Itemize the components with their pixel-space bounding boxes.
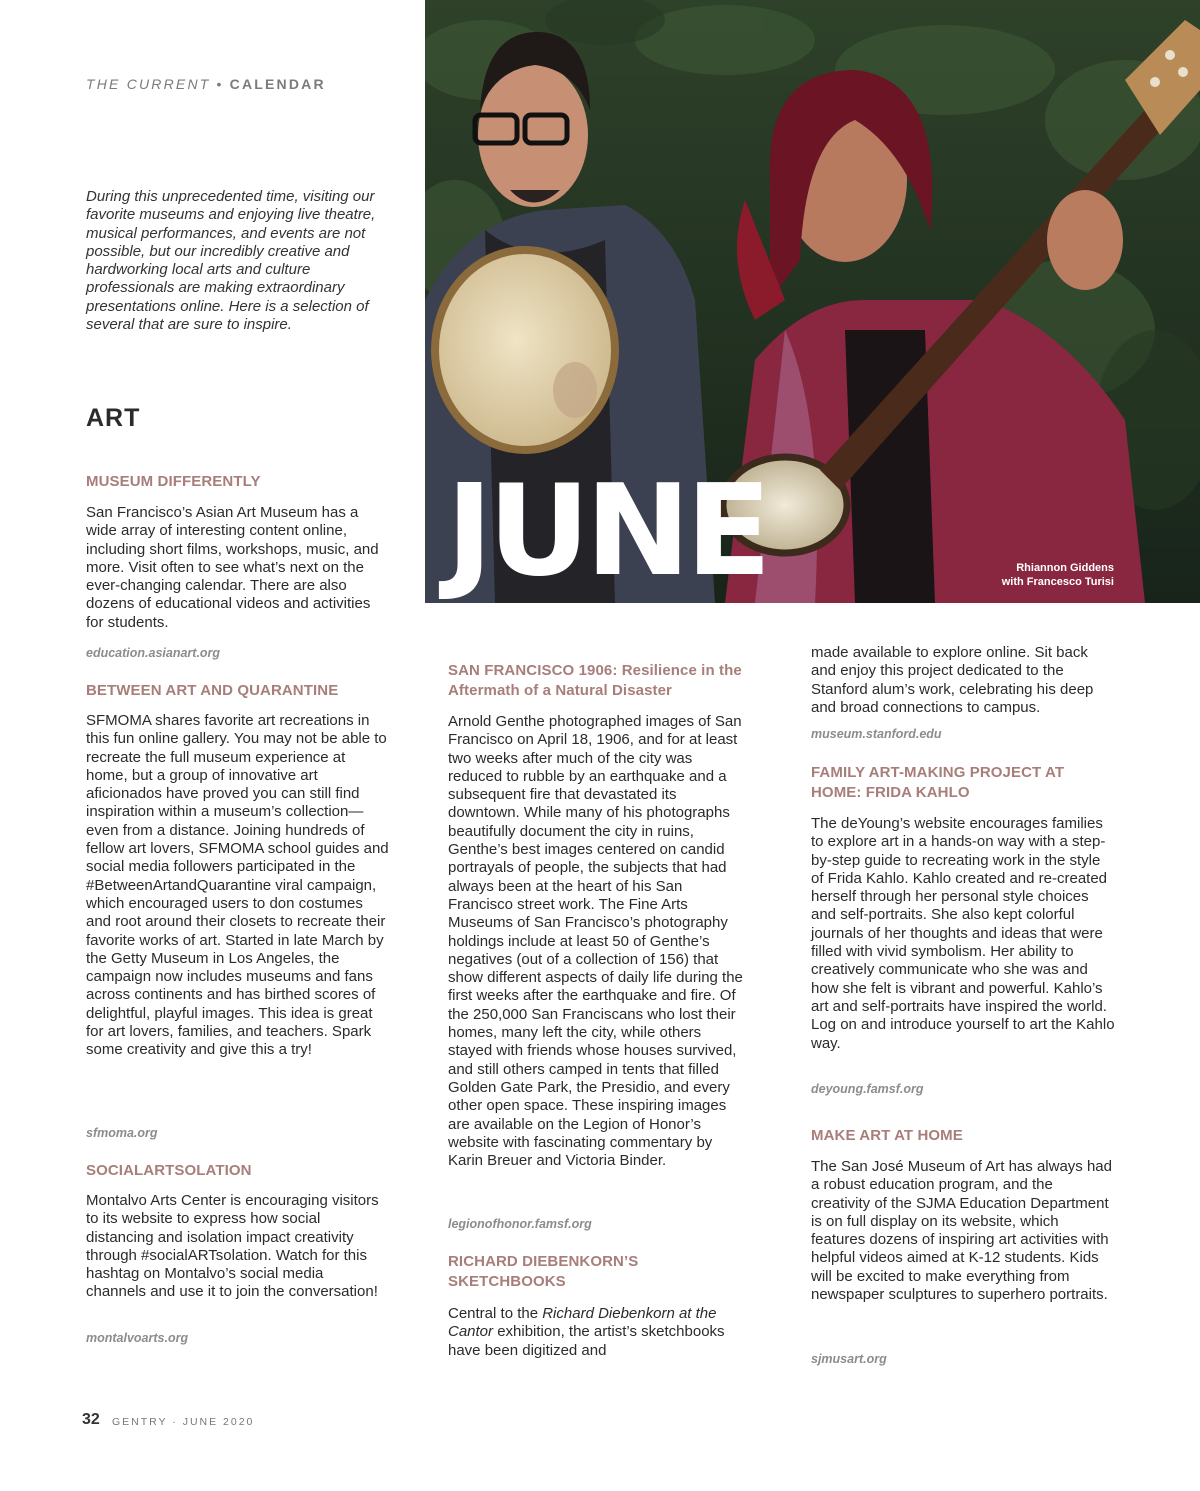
footer-publication: GENTRY · JUNE 2020	[112, 1416, 255, 1428]
article-body-diebenkorn-continued: made available to explore online. Sit back and enjoy this project dedicated to the Stanford alum’s work, celebrating his deep and broad connections to campus.	[811, 644, 1094, 716]
article-link-socialartsolation[interactable]: montalvoarts.org	[86, 1331, 189, 1345]
article-link-frida[interactable]: deyoung.famsf.org	[811, 1082, 924, 1096]
article-title-sf1906	[448, 661, 758, 701]
article-link-make-art[interactable]: sjmusart.org	[811, 1352, 887, 1366]
intro-paragraph: During this unprecedented time, visiting our favorite museums and enjoying live theatre, musical performances, and events are not possible, but our incredibly creative and hardworking local arts and culture professionals are making extraordinary presentations online. Here is a selection of several that are sure to inspire.	[86, 188, 376, 334]
article-body-between-art: SFMOMA shares favorite art recreations in this fun online gallery. You may not be able to recreate the full museum experience at home, but a group of innovative art aficionados have proved you can still find inspiration within a museum’s collection—even from a distance. Joining hundreds of fellow art lovers, SFMOMA school guides and social media followers participated in the #BetweenArtandQuarantine viral campaign, which encouraged users to don costumes and root around their closets to recreate their favorite works of art. Started in late March by the Getty Museum in Los Angeles, the campaign now includes museums and fans across continents and has birthed scores of delightful, playful images. This idea is great for art lovers, families, and teachers. Spark some creativity and give this a try!	[86, 712, 389, 1059]
kicker-separator: •	[216, 76, 224, 92]
article-title-diebenkorn-line2: SKETCHBOOKS	[448, 1273, 566, 1290]
article-body-make-art: The San José Museum of Art has always had a robust education program, and the creativity of the SJMA Education Department is on full display on its website, which features dozens of inspiring art activities with helpful videos aimed at K-12 students. Kids will be excited to make everything from newspaper sculptures to superhero portraits.	[811, 1158, 1112, 1304]
article-link-between-art[interactable]: sfmoma.org	[86, 1126, 158, 1140]
photo-caption-line1: Rhiannon Giddens	[1016, 562, 1114, 574]
section-name: CALENDAR	[229, 76, 326, 92]
page-number: 32	[82, 1411, 100, 1428]
article-title-frida-line2: HOME: FRIDA KAHLO	[811, 784, 970, 801]
article-body-diebenkorn	[448, 1305, 730, 1360]
hero-month-title: JUNE	[446, 457, 767, 604]
article-title-frida	[811, 763, 1111, 803]
article-body-museum-differently: San Francisco’s Asian Art Museum has a wide array of interesting content online, including short films, workshops, music, and more. Visit often to see what’s next on the ever-changing calendar. There are also dozens of educational videos and activities for students.	[86, 504, 379, 631]
photo-caption-line2: with Francesco Turisi	[1001, 576, 1114, 588]
article-link-diebenkorn[interactable]: museum.stanford.edu	[811, 727, 942, 741]
article-link-museum-differently[interactable]: education.asianart.org	[86, 646, 221, 660]
article-body-diebenkorn-end: exhibition, the artist’s sketchbooks have been digitized and	[448, 1323, 725, 1359]
publication-section: THE CURRENT	[86, 76, 211, 92]
article-body-socialartsolation: Montalvo Arts Center is encouraging visitors to its website to express how social distancing and isolation impact creativity through #socialARTsolation. Watch for this hashtag on Montalvo’s social media channels and use it to join the conversation!	[86, 1192, 379, 1301]
photo-caption	[1002, 561, 1114, 589]
article-title-museum-differently: MUSEUM DIFFERENTLY	[86, 473, 261, 490]
article-title-frida-line1: FAMILY ART-MAKING PROJECT AT	[811, 764, 1065, 781]
exhibition-title: Richard Diebenkorn at the Cantor	[448, 1305, 717, 1341]
article-body-diebenkorn-start: Central to the	[448, 1305, 543, 1322]
article-body-frida: The deYoung’s website encourages families to explore art in a hands-on way with a step-by-step guide to recreating work in the style of Frida Kahlo. Kahlo created and re-created herself through her personal style choices and self-portraits. She also kept colorful journals of her thoughts and ideas that were filled with vivid symbolism. Her ability to creatively communicate who she was and how she felt is vibrant and powerful. Kahlo’s art and self-portraits have inspired the world. Log on and introduce yourself to art the Kahlo way.	[811, 815, 1115, 1052]
article-title-between-art: BETWEEN ART AND QUARANTINE	[86, 682, 339, 699]
article-title-diebenkorn	[448, 1252, 748, 1292]
section-title: ART	[86, 404, 141, 432]
article-title-diebenkorn-line1: RICHARD DIEBENKORN’S	[448, 1253, 639, 1270]
article-link-sf1906[interactable]: legionofhonor.famsf.org	[448, 1217, 592, 1231]
article-title-socialartsolation: SOCIALARTSOLATION	[86, 1162, 252, 1179]
article-title-sf1906-line2: Aftermath of a Natural Disaster	[448, 682, 672, 699]
article-body-sf1906: Arnold Genthe photographed images of San Francisco on April 18, 1906, and for at least two weeks after much of the city was reduced to rubble by an earthquake and a subsequent fire that devastated its downtown. While many of his photographs beautifully document the city in ruins, Genthe’s best images centered on candid portrayals of people, the subjects that had always been at the heart of his San Francisco street work. The Fine Arts Museums of San Francisco’s photography holdings include at least 50 of Genthe’s negatives (out of a collection of 156) that show different aspects of daily life during the first weeks after the earthquake and fire. Of the 250,000 San Franciscans who lost their homes, many left the city, while others stayed with friends whose houses survived, and still others camped in tents that filled Golden Gate Park, the Presidio, and every other open space. These inspiring images are available on the Legion of Honor’s website with fascinating commentary by Karin Breuer and Victoria Binder.	[448, 713, 743, 1170]
section-kicker	[86, 76, 326, 92]
article-title-make-art: MAKE ART AT HOME	[811, 1127, 963, 1144]
article-title-sf1906-line1: SAN FRANCISCO 1906: Resilience in the	[448, 662, 742, 679]
